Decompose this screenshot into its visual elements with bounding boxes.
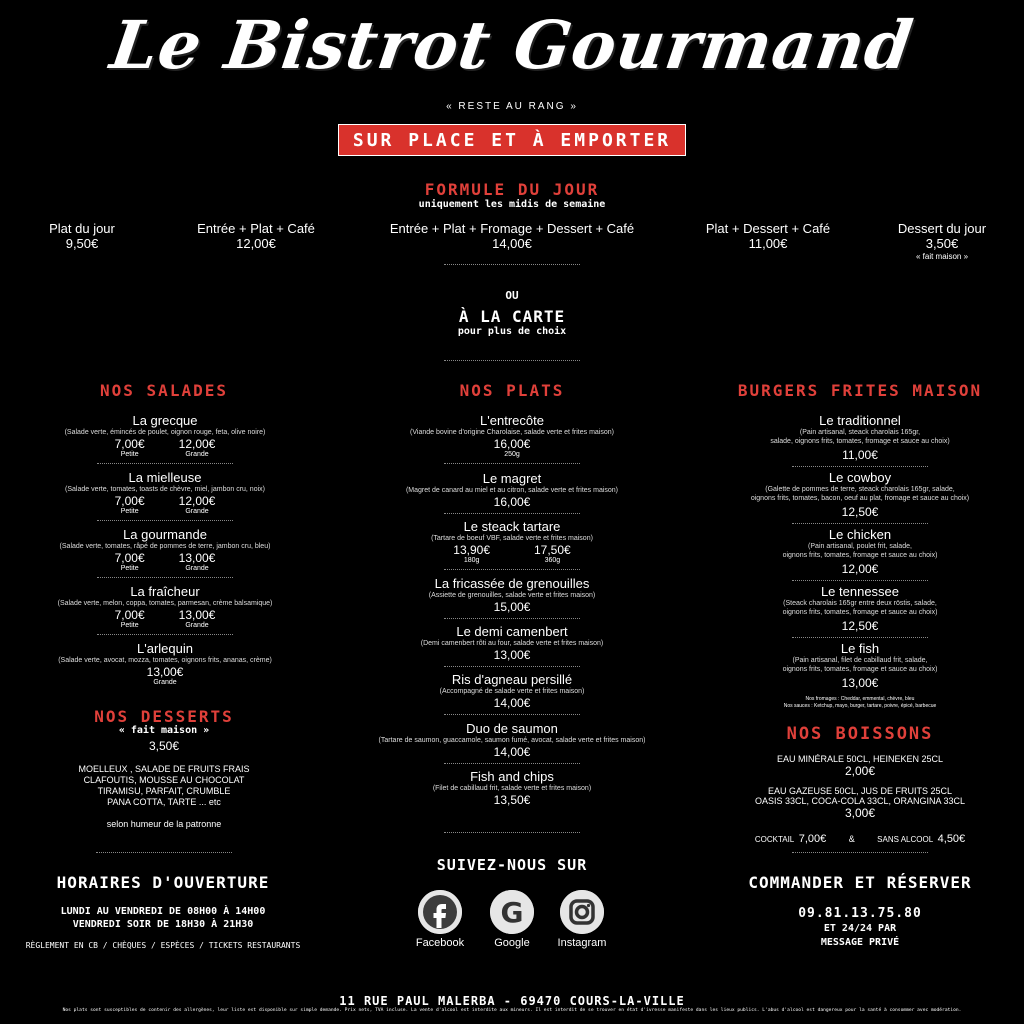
- item-desc: (Accompagné de salade verte et frites maison): [439, 688, 585, 695]
- divider: [444, 360, 580, 361]
- item-size: Petite: [120, 451, 139, 458]
- burger-item: [715, 584, 1005, 638]
- divider: [97, 634, 233, 635]
- divider: [444, 513, 580, 514]
- divider: [792, 466, 928, 467]
- desserts-line: MOELLEUX , SALADE DE FRUITS FRAIS: [78, 764, 250, 774]
- item-price: 13,50€: [493, 793, 531, 807]
- item-size: Petite: [120, 565, 139, 572]
- divider: [444, 264, 580, 265]
- divider: [444, 569, 580, 570]
- item-price: 12,00€: [841, 562, 879, 576]
- item-size: Grande: [153, 679, 177, 686]
- carte-subtitle: pour plus de choix: [457, 326, 567, 337]
- item-name: La mielleuse: [128, 470, 202, 485]
- cocktail-row: [715, 829, 1005, 847]
- desserts-subtitle: « fait maison »: [118, 725, 210, 736]
- google-icon[interactable]: [490, 890, 534, 934]
- item-price: 12,00€: [178, 437, 216, 451]
- tagline: « RESTE AU RANG »: [446, 101, 578, 112]
- svg-text:G: G: [500, 896, 524, 929]
- item-price: 7,00€: [114, 494, 145, 508]
- item-price: 16,00€: [493, 495, 531, 509]
- sans-alcool-label: SANS ALCOOL: [877, 835, 934, 844]
- google-label: Google: [494, 937, 530, 949]
- carte-title: À LA CARTE: [458, 307, 566, 326]
- boissons-block: [715, 786, 1005, 806]
- item-price: 13,00€: [146, 665, 184, 679]
- social-title: SUIVEZ-NOUS SUR: [436, 856, 588, 874]
- divider: [792, 580, 928, 581]
- item-desc: (Salade verte, melon, coppa, tomates, parmesan, crème balsamique): [57, 600, 273, 607]
- item-desc: (Viande bovine d'origine Charolaise, salade verte et frites maison): [410, 429, 614, 436]
- fromages-note: Nos fromages : Cheddar, emmental, chèvre, bleu: [805, 696, 915, 702]
- plat-item: [342, 624, 682, 667]
- item-price: 17,50€: [534, 543, 571, 557]
- item-price: 12,50€: [841, 619, 879, 633]
- salade-item: [20, 641, 310, 687]
- divider: [444, 666, 580, 667]
- horaires-block: [10, 905, 316, 931]
- sauces-note: Nos sauces : Ketchup, mayo, burger, tartare, poivre, épicé, barbecue: [783, 703, 937, 709]
- item-name: Le magret: [482, 471, 542, 486]
- item-name: Le tennessee: [820, 584, 900, 599]
- item-size: 360g: [544, 557, 561, 564]
- item-size: Grande: [185, 565, 209, 572]
- desserts-list: [34, 764, 294, 808]
- salade-item: [20, 584, 310, 635]
- item-desc: (Tartare de boeuf VBF, salade verte et frites maison): [431, 535, 593, 542]
- item-price: 13,00€: [178, 608, 216, 622]
- plats-title: NOS PLATS: [459, 381, 565, 400]
- item-desc: oignons frits, tomates, fromage et sauce au choix): [782, 552, 938, 559]
- item-desc: (Demi camenbert rôti au four, salade verte et frites maison): [420, 640, 604, 647]
- item-name: La gourmande: [123, 527, 207, 542]
- horaires-line: LUNDI AU VENDREDI DE 08H00 À 14H00: [60, 906, 266, 917]
- boissons-price: 3,00€: [844, 806, 876, 820]
- item-name: La grecque: [132, 413, 198, 428]
- item-name: Fish and chips: [470, 769, 554, 784]
- boissons-line: EAU MINÉRALE 50CL, HEINEKEN 25CL: [776, 754, 944, 764]
- item-name: Le demi camenbert: [456, 624, 568, 639]
- burger-item: [715, 413, 1005, 467]
- divider: [792, 637, 928, 638]
- item-size: 250g: [504, 451, 520, 458]
- ou-label: OU: [505, 289, 519, 302]
- item-price: 11,00€: [842, 448, 878, 462]
- formule-item: [688, 221, 848, 251]
- item-desc: (Salade verte, avocat, mozza, tomates, oignons frits, ananas, crème): [58, 657, 272, 664]
- formule-price: 14,00€: [492, 236, 532, 251]
- item-desc: oignons frits, tomates, fromage et sauce au choix): [782, 609, 938, 616]
- item-price: 16,00€: [493, 437, 531, 451]
- item-desc: (Galette de pommes de terre, steack charolais 165gr, salade,: [765, 486, 955, 493]
- item-price: 13,00€: [493, 648, 531, 662]
- formule-price: 3,50€: [925, 236, 959, 251]
- item-name: L'arlequin: [137, 641, 193, 656]
- item-desc: (Salade verte, tomates, toasts de chèvre, miel, jambon cru, noix): [65, 486, 265, 493]
- burgers-title: BURGERS FRITES MAISON: [737, 381, 983, 400]
- item-desc: oignons frits, tomates, bacon, oeuf au plat, fromage et sauce au choix): [750, 495, 970, 502]
- horaires-title: HORAIRES D'OUVERTURE: [56, 873, 270, 892]
- facebook-icon[interactable]: [418, 890, 462, 934]
- commander-line: MESSAGE PRIVÉ: [820, 937, 900, 948]
- address: 11 RUE PAUL MALERBA - 69470 COURS-LA-VILLE: [339, 994, 685, 1008]
- formule-price: 11,00€: [748, 236, 788, 251]
- item-size: Petite: [120, 622, 139, 629]
- formule-subtitle: uniquement les midis de semaine: [418, 199, 606, 210]
- item-price: 15,00€: [493, 600, 531, 614]
- divider: [444, 714, 580, 715]
- item-name: Le fish: [840, 641, 880, 656]
- burger-item: [715, 641, 1005, 690]
- formule-label: Plat + Dessert + Café: [705, 221, 831, 236]
- item-name: La fricassée de grenouilles: [434, 576, 590, 591]
- item-price: 7,00€: [114, 551, 145, 565]
- commander-title: COMMANDER ET RÉSERVER: [748, 873, 972, 892]
- divider: [444, 832, 580, 833]
- item-price: 14,00€: [493, 745, 531, 759]
- facebook-link[interactable]: [404, 890, 476, 949]
- formule-item: [22, 221, 142, 251]
- salade-item: [20, 413, 310, 464]
- plat-item: [342, 471, 682, 514]
- sans-alcool-price: 4,50€: [937, 833, 966, 845]
- salades-title: NOS SALADES: [100, 381, 228, 400]
- item-name: Le traditionnel: [819, 413, 901, 428]
- formule-item: [876, 221, 1008, 262]
- burger-item: [715, 527, 1005, 581]
- formule-item: [362, 221, 662, 251]
- burger-item: [715, 470, 1005, 524]
- divider: [792, 852, 928, 853]
- salade-item: [20, 527, 310, 578]
- desserts-title: NOS DESSERTS: [94, 707, 234, 726]
- desserts-line: CLAFOUTIS, MOUSSE AU CHOCOLAT: [83, 775, 245, 785]
- burger-notes: [715, 696, 1005, 710]
- item-desc: (Magret de canard au miel et au citron, salade verte et frites maison): [405, 487, 619, 494]
- item-desc: oignons frits, tomates, fromage et sauce au choix): [782, 666, 938, 673]
- item-size: 180g: [463, 557, 480, 564]
- divider: [96, 852, 232, 853]
- reglement: RÈGLEMENT EN CB / CHÈQUES / ESPÈCES / TICKETS RESTAURANTS: [25, 941, 301, 950]
- cocktail-price: 7,00€: [798, 833, 827, 845]
- item-price: 7,00€: [114, 437, 145, 451]
- formule-price: 9,50€: [65, 236, 99, 251]
- divider: [444, 618, 580, 619]
- plat-item: [342, 721, 682, 764]
- plat-item: [342, 769, 682, 807]
- item-size: Petite: [120, 508, 139, 515]
- legal-notice: Nos plats sont susceptibles de contenir des allergènes, leur liste est disponible sur simple demande. Prix nets, TVA incluse. La vente d'alcool est interdite aux mineurs. Il est interdit de se trouver en état d'ivresse manifeste dans les lieux publics. L'abus d'alcool est dangereux pour la santé à consommer avec modération.: [62, 1008, 962, 1013]
- desserts-note: selon humeur de la patronne: [106, 819, 222, 829]
- item-price: 13,90€: [453, 543, 490, 557]
- formule-title: FORMULE DU JOUR: [424, 180, 600, 199]
- item-size: Grande: [185, 622, 209, 629]
- item-name: Duo de saumon: [466, 721, 558, 736]
- formule-label: Entrée + Plat + Fromage + Dessert + Café: [389, 221, 635, 236]
- divider: [97, 577, 233, 578]
- item-price: 12,50€: [841, 505, 879, 519]
- amp: &: [848, 834, 855, 844]
- formule-label: Plat du jour: [49, 221, 115, 236]
- item-desc: (Tartare de saumon, guaccamole, saumon fumé, avocat, salade verte et frites maison): [378, 737, 646, 744]
- desserts-line: TIRAMISU, PARFAIT, CRUMBLE: [97, 786, 231, 796]
- item-name: La fraîcheur: [130, 584, 200, 599]
- takeaway-banner: SUR PLACE ET À EMPORTER: [338, 124, 686, 156]
- salade-item: [20, 470, 310, 521]
- desserts-price: 3,50€: [148, 739, 180, 753]
- boissons-line: OASIS 33CL, COCA-COLA 33CL, ORANGINA 33CL: [754, 796, 966, 806]
- commander-line: ET 24/24 PAR: [823, 923, 897, 934]
- instagram-link[interactable]: [546, 890, 618, 949]
- item-desc: salade, oignons frits, tomates, fromage et sauce au choix): [770, 438, 950, 445]
- boissons-price: 2,00€: [844, 764, 876, 778]
- item-desc: (Steack charolais 165gr entre deux röstis, salade,: [783, 600, 937, 607]
- divider: [444, 463, 580, 464]
- divider: [97, 520, 233, 521]
- item-name: L'entrecôte: [480, 413, 544, 428]
- item-name: Le chicken: [828, 527, 892, 542]
- facebook-label: Facebook: [415, 937, 465, 949]
- phone-number[interactable]: 09.81.13.75.80: [798, 906, 922, 921]
- cocktail-label: COCKTAIL: [754, 835, 795, 844]
- divider: [97, 463, 233, 464]
- formule-price: 12,00€: [236, 236, 276, 251]
- instagram-label: Instagram: [557, 937, 607, 949]
- plat-item: [342, 519, 682, 570]
- commander-block: [712, 922, 1008, 950]
- divider: [444, 763, 580, 764]
- instagram-icon[interactable]: [560, 890, 604, 934]
- item-name: Ris d'agneau persillé: [451, 672, 573, 687]
- item-price: 13,00€: [178, 551, 216, 565]
- item-desc: (Salade verte, tomates, râpé de pommes de terre, jambon cru, bleu): [59, 543, 271, 550]
- item-name: Le cowboy: [828, 470, 892, 485]
- plat-item: [342, 672, 682, 715]
- formule-note: « fait maison »: [915, 252, 969, 261]
- item-price: 7,00€: [114, 608, 145, 622]
- item-name: Le steack tartare: [463, 519, 561, 534]
- boissons-line: EAU GAZEUSE 50CL, JUS DE FRUITS 25CL: [767, 786, 953, 796]
- item-price: 14,00€: [493, 696, 531, 710]
- plat-item: [342, 576, 682, 619]
- formule-label: Entrée + Plat + Café: [197, 221, 315, 236]
- divider: [792, 523, 928, 524]
- brand-logo: Le Bistrot Gourmand: [106, 6, 918, 84]
- plat-item: [342, 413, 682, 464]
- desserts-line: PANA COTTA, TARTE ... etc: [107, 797, 221, 807]
- item-price: 12,00€: [178, 494, 216, 508]
- item-size: Grande: [185, 451, 209, 458]
- item-desc: (Pain artisanal, poulet frit, salade,: [808, 543, 912, 550]
- item-desc: (Pain artisanal, filet de cabillaud frit, salade,: [792, 657, 928, 664]
- formule-label: Dessert du jour: [897, 221, 987, 236]
- formule-item: [176, 221, 336, 251]
- google-link[interactable]: [476, 890, 548, 949]
- item-desc: (Filet de cabillaud frit, salade verte et frites maison): [432, 785, 592, 792]
- item-desc: (Salade verte, émincés de poulet, oignon rouge, feta, olive noire): [64, 429, 266, 436]
- item-desc: (Assiette de grenouilles, salade verte et frites maison): [428, 592, 596, 599]
- item-price: 13,00€: [841, 676, 879, 690]
- boissons-title: NOS BOISSONS: [786, 724, 934, 744]
- horaires-line: VENDREDI SOIR DE 18H30 À 21H30: [72, 919, 254, 930]
- item-desc: (Pain artisanal, steack charolais 165gr,: [799, 429, 921, 436]
- item-size: Grande: [185, 508, 209, 515]
